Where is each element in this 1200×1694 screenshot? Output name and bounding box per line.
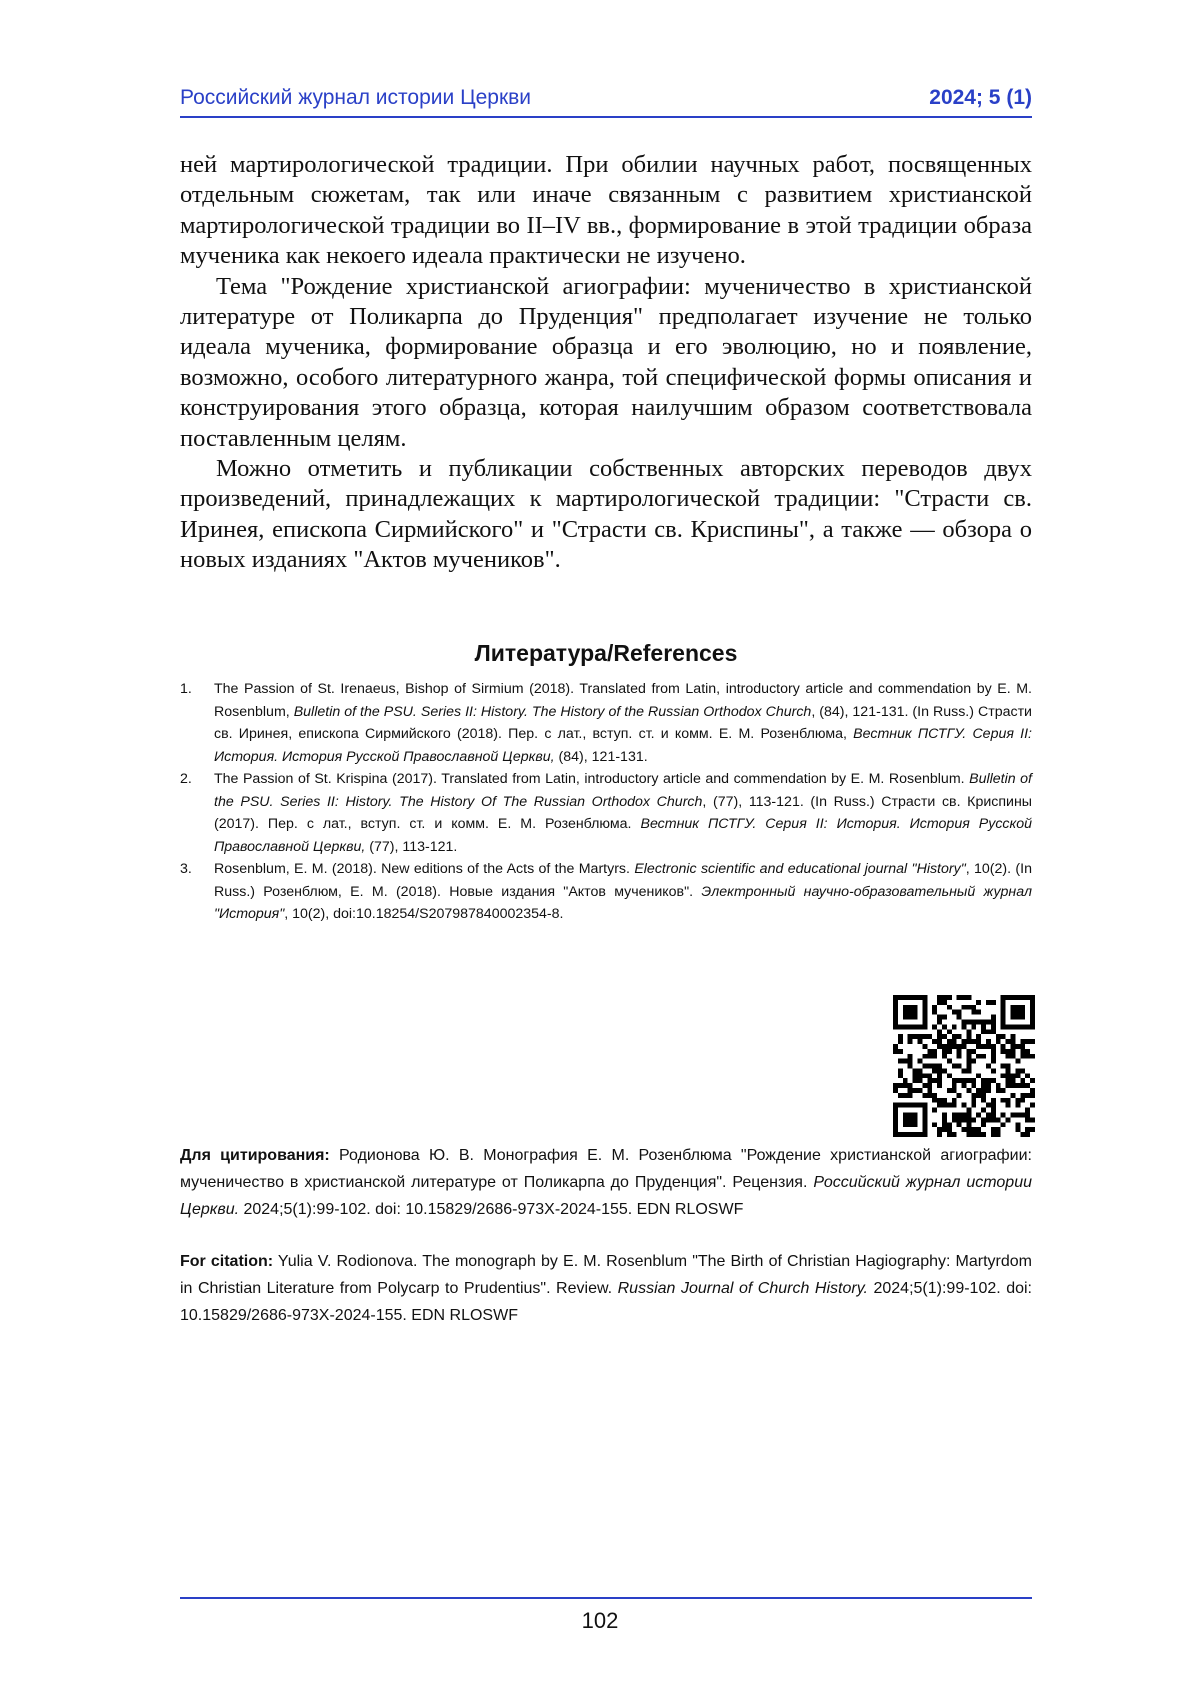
citation-russian: Для цитирования: Родионова Ю. В. Монография Е. М. Розенблюма "Рождение христианской агиографии: мученичество в христианской литературе от Поликарпа до Пруденция". Рецензия. Российский журнал исто­рии Церкви. 2024;5(1):99-102. doi: 10.15829/2686-973X-2024-155. EDN RLOSWF [180,1142,1032,1223]
running-header [180,70,1032,110]
reference-item: 1. The Passion of St. Irenaeus, Bishop of Sirmium (2018). Translated from Latin, introductory article and commendation by E. M. Rosenblum, Bulletin of the PSU. Series II: History. The History of the Russian Orthodox Church, (84), 121-131. (In Russ.) Страсти св. Иринея, епископа Сирмийского (2018). Пер. с лат., вступ. ст. и комм. Е. М. Розенблюма, Вестник ПСТГУ. Серия II: История. История Русской Православной Церкви, (84), 121-131. [180,678,1032,768]
article-body [180,150,1032,576]
reference-item: 3. Rosenblum, E. M. (2018). New editions of the Acts of the Martyrs. Electronic scientific and educational journal "History", 10(2). (In Russ.) Розенблюм, Е. М. (2018). Новые издания "Актов мучеников". Электронный научно-образовательный журнал "История", 10(2), doi:10.18254/S207987840002354-8. [180,858,1032,926]
body-paragraph: Тема "Рождение христианской агиографии: мученичество в христи­анской литературе от Поликарпа до Пруденция" предполагает изучение не только идеала мученика, формирование образца и его эволюцию, но и появление, возможно, особого литературного жанра, той специфической формы описания и конструирования этого образца, которая наилучшим образом соответствовала поставленным целям. [180,272,1032,454]
body-paragraph: ней мартирологической традиции. При обилии научных работ, посвящен­ных отдельным сюжетам, так или иначе связанным с развитием христи­анской мартирологической традиции во II–IV вв., формирование в этой традиции образа мученика как некоего идеала практически не изучено. [180,150,1032,272]
document-page [0,0,1200,1694]
header-divider [180,116,1032,118]
citation-label: For citation: [180,1253,273,1270]
references-list [180,678,1032,926]
issue-number: 2024; 5 (1) [929,86,1032,110]
citation-label: Для цитирования: [180,1147,330,1164]
reference-number: 1. [180,678,192,701]
footer-divider [180,1597,1032,1599]
journal-title: Российский журнал истории Церкви [180,86,531,110]
reference-item: 2. The Passion of St. Krispina (2017). Translated from Latin, introductory article and commendation by E. M. Rosenblum. Bulletin of the PSU. Series II: History. The History Of The Russian Orthodox Church, (77), 113-121. (In Russ.) Страсти св. Криспины (2017). Пер. с лат., вступ. ст. и комм. Е. М. Розенблюма. Вестник ПСТГУ. Серия II: История. История Русской Православной Церкви, (77), 113-121. [180,768,1032,858]
citation-english: For citation: Yulia V. Rodionova. The monograph by E. M. Rosenblum "The Birth of Christian Hagiography: Martyrdom in Christian Literature from Polycarp to Prudentius". Review. Russian Journal of Church History. 2024;5(1):99-102. doi: 10.15829/2686-973X-2024-155. EDN RLOSWF [180,1248,1032,1329]
reference-number: 2. [180,768,192,791]
references-heading: Литература/References [180,640,1032,667]
qr-code-icon[interactable] [893,995,1035,1137]
page-number: 102 [0,1608,1200,1634]
reference-number: 3. [180,858,192,881]
body-paragraph: Можно отметить и публикации собственных авторских переводов двух произведений, принадлежащих к мартирологической традиции: "Страсти св. Иринея, епископа Сирмийского" и "Страсти св. Криспины", а также — обзора о новых изданиях "Актов мучеников". [180,454,1032,576]
